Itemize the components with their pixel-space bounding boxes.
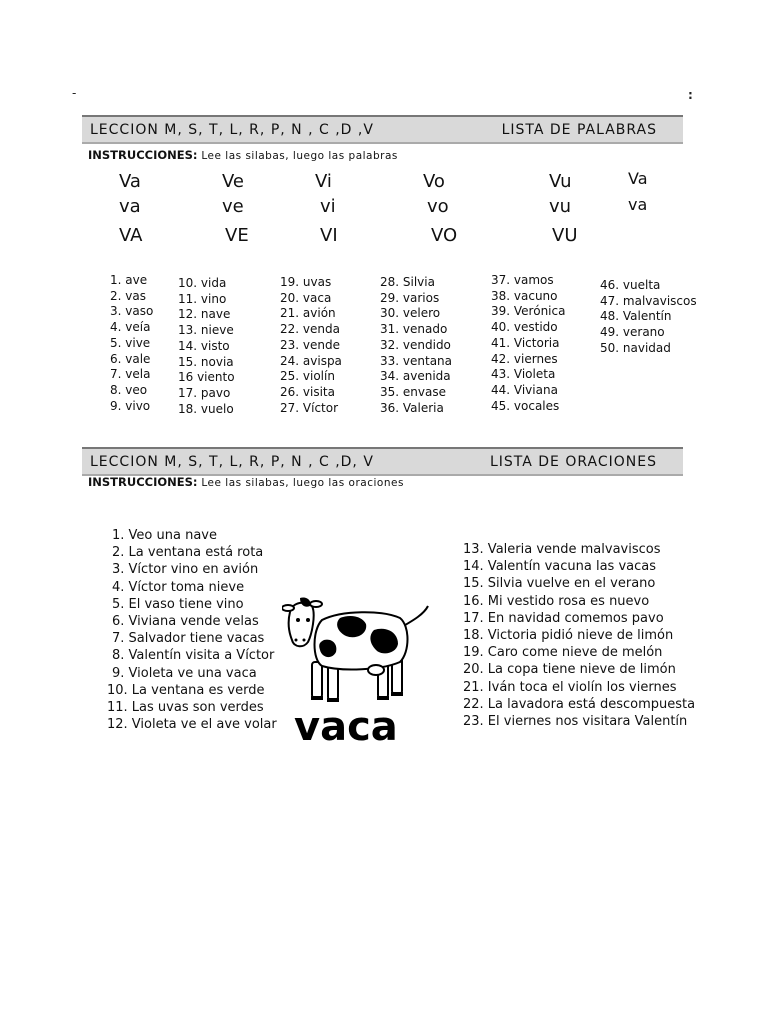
word-item: 32. vendido (380, 337, 451, 352)
word-column-5 (491, 273, 565, 414)
syllable: VO (431, 225, 458, 246)
sentence-item: 2. La ventana está rota (112, 545, 264, 561)
words-header-title: LECCION M, S, T, L, R, P, N , C ,D ,V (90, 122, 374, 138)
word-item: 7. vela (110, 367, 151, 382)
word-item: 2. vas (110, 288, 146, 303)
word-item: 40. vestido (491, 320, 558, 335)
word-item: 31. venado (380, 322, 448, 337)
word-item: 12. nave (178, 307, 231, 322)
word-column-4 (380, 275, 452, 416)
sentence-item: 23. El viernes nos visitara Valentín (463, 714, 688, 730)
sentence-item: 16. Mi vestido rosa es nuevo (463, 593, 650, 609)
syllable: vi (320, 196, 336, 217)
syllable: Va (119, 171, 141, 192)
sentences-header-band (82, 447, 683, 476)
word-item: 33. ventana (380, 353, 453, 368)
sentence-item: 4. Víctor toma nieve (112, 579, 245, 595)
word-item: 23. vende (280, 337, 340, 352)
word-item: 45. vocales (491, 398, 560, 413)
word-item: 10. vida (178, 276, 227, 290)
sentence-item: 10. La ventana es verde (107, 682, 265, 698)
sentence-item: 15. Silvia vuelve en el verano (463, 576, 656, 592)
sentence-item: 14. Valentín vacuna las vacas (463, 559, 657, 575)
word-column-1 (110, 273, 153, 414)
word-item: 25. violín (280, 369, 335, 384)
word-item: 44. Viviana (491, 382, 558, 397)
syllable: va (628, 195, 648, 214)
word-item: 41. Victoria (491, 335, 560, 350)
word-item: 37. vamos (491, 273, 554, 287)
sentence-item: 22. La lavadora está descompuesta (463, 696, 696, 712)
word-item: 17. pavo (178, 385, 231, 400)
word-column-2 (178, 276, 235, 417)
syllable: Vo (423, 171, 445, 192)
sentence-list-left (107, 527, 277, 733)
word-item: 48. Valentín (600, 309, 672, 324)
word-item: 1. ave (110, 273, 148, 287)
syllable: vo (427, 196, 449, 217)
word-item: 27. Víctor (280, 400, 339, 415)
words-instructions-text: Lee las silabas, luego las palabras (201, 150, 398, 162)
word-item: 35. envase (380, 384, 446, 399)
sentences-instructions (88, 475, 404, 489)
words-instructions (88, 148, 398, 162)
sentences-header-list-title: LISTA DE ORACIONES (489, 454, 657, 470)
syllable: VA (119, 225, 143, 246)
sentence-item: 21. Iván toca el violín los viernes (463, 679, 677, 695)
word-item: 43. Violeta (491, 367, 556, 382)
word-item: 49. verano (600, 325, 665, 340)
word-item: 47. malvaviscos (600, 293, 697, 308)
word-item: 29. varios (380, 290, 440, 305)
syllable: VE (225, 225, 249, 246)
sentence-item: 6. Viviana vende velas (112, 614, 259, 630)
words-header-list-title: LISTA DE PALABRAS (501, 122, 657, 138)
sentence-item: 11. Las uvas son verdes (107, 700, 264, 716)
word-item: 28. Silvia (380, 275, 435, 289)
sentence-item: 13. Valeria vende malvaviscos (463, 542, 661, 557)
sentences-instructions-label: INSTRUCCIONES: (88, 475, 198, 489)
word-item: 13. nieve (178, 323, 234, 338)
word-item: 26. visita (280, 384, 335, 399)
cow-illustration (282, 590, 440, 750)
words-instructions-label: INSTRUCCIONES: (88, 148, 198, 162)
syllable: Va (628, 169, 648, 188)
words-header-band (82, 115, 683, 144)
syllable: vu (549, 196, 572, 217)
sentence-item: 19. Caro come nieve de melón (463, 645, 663, 661)
word-item: 46. vuelta (600, 278, 661, 292)
sentences-header-title: LECCION M, S, T, L, R, P, N , C ,D, V (90, 454, 374, 470)
word-item: 20. vaca (280, 290, 332, 305)
word-item: 42. viernes (491, 351, 558, 366)
word-item: 30. velero (380, 306, 441, 321)
syllable: ve (222, 196, 244, 217)
word-item: 6. vale (110, 351, 151, 366)
sentence-item: 1. Veo una nave (112, 528, 217, 543)
word-item: 15. novia (178, 354, 234, 369)
word-column-3 (280, 275, 342, 416)
word-item: 3. vaso (110, 304, 154, 319)
word-item: 5. vive (110, 335, 151, 350)
syllable: Vu (549, 171, 572, 192)
word-item: 8. veo (110, 382, 148, 397)
word-item: 34. avenida (380, 369, 451, 384)
word-item: 22. venda (280, 322, 340, 337)
sentence-item: 8. Valentín visita a Víctor (112, 648, 275, 664)
word-item: 36. Valeria (380, 400, 444, 415)
syllable: VU (552, 225, 578, 246)
word-item: 14. visto (178, 338, 230, 353)
word-item: 4. veía (110, 320, 151, 335)
sentence-item: 7. Salvador tiene vacas (112, 631, 265, 647)
word-item: 11. vino (178, 291, 227, 306)
syllable: Ve (222, 171, 244, 192)
sentence-item: 17. En navidad comemos pavo (463, 610, 664, 626)
sentence-item: 3. Víctor vino en avión (112, 562, 259, 578)
cow-caption: vaca (294, 704, 398, 750)
word-column-6 (600, 278, 697, 357)
sentences-instructions-text: Lee las silabas, luego las oraciones (201, 477, 404, 489)
word-item: 18. vuelo (178, 401, 234, 416)
page-mark-left: - (72, 86, 77, 100)
sentence-item: 20. La copa tiene nieve de limón (463, 662, 676, 678)
word-item: 16 viento (178, 370, 235, 385)
sentence-item: 18. Victoria pidió nieve de limón (463, 628, 674, 644)
page-mark-right: : (688, 88, 693, 102)
word-item: 9. vivo (110, 398, 151, 413)
word-item: 24. avispa (280, 353, 342, 368)
syllable: VI (320, 225, 338, 246)
word-item: 39. Verónica (491, 304, 566, 319)
sentence-item: 9. Violeta ve una vaca (112, 665, 257, 681)
word-item: 50. navidad (600, 340, 671, 355)
syllable: va (119, 196, 141, 217)
word-item: 19. uvas (280, 275, 332, 289)
sentence-item: 5. El vaso tiene vino (112, 596, 244, 612)
word-item: 21. avión (280, 306, 336, 321)
word-item: 38. vacuno (491, 288, 558, 303)
sentence-item: 12. Violeta ve el ave volar (107, 717, 277, 733)
sentence-list-right (463, 541, 703, 730)
syllable: Vi (315, 171, 332, 192)
